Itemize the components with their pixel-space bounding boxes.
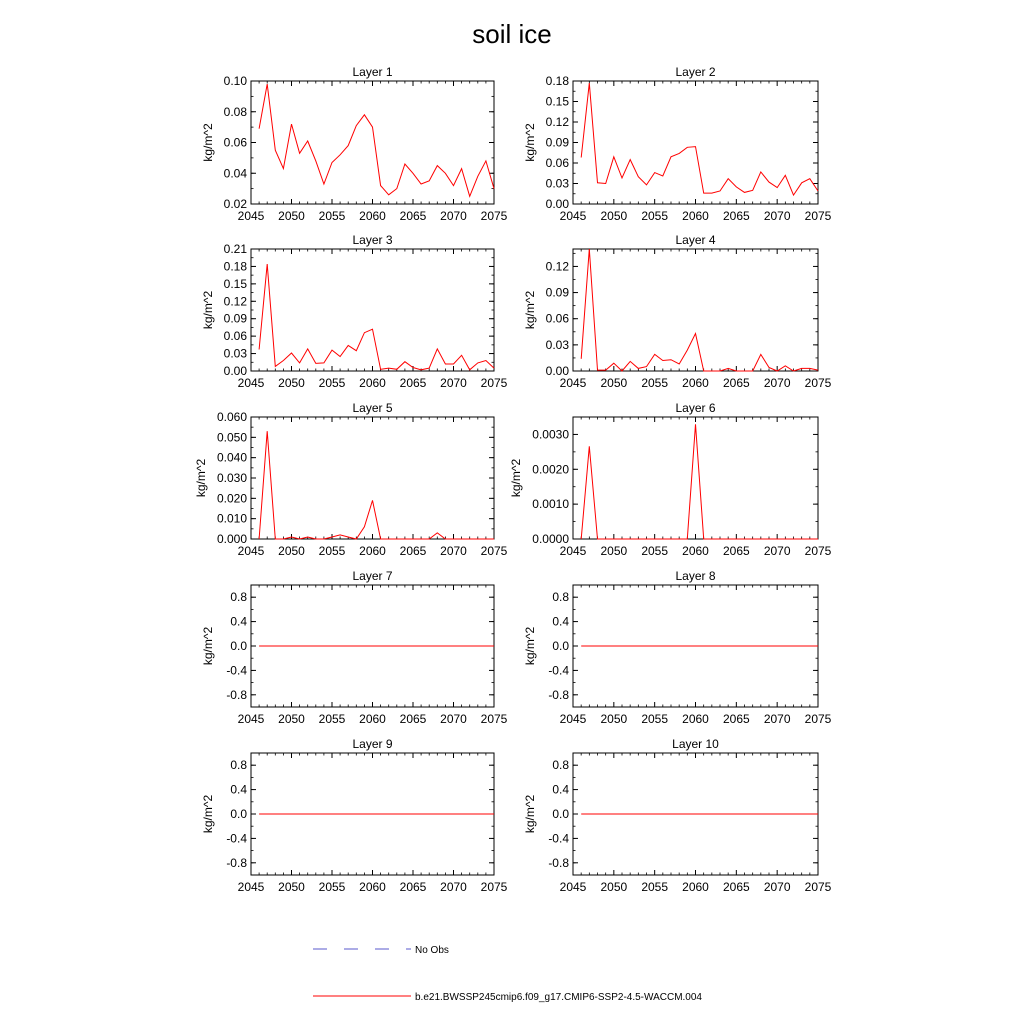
y-axis-label: kg/m^2 [200, 626, 215, 666]
x-tick-label: 2045 [559, 376, 587, 390]
y-tick-label: 0.060 [216, 410, 247, 424]
y-tick-label: 0.09 [223, 311, 247, 326]
y-tick-label: 0.00 [545, 364, 569, 378]
series-line [259, 264, 494, 370]
x-tick-label: 2060 [359, 209, 386, 223]
x-tick-label: 2065 [722, 209, 750, 223]
y-tick-label: 0.4 [230, 782, 247, 797]
panel-layer-1 [201, 65, 508, 223]
y-tick-label: 0.4 [230, 614, 247, 629]
y-tick-label: 0.030 [216, 471, 247, 485]
y-tick-label: -0.4 [226, 663, 247, 678]
series-line [259, 431, 494, 539]
x-tick-label: 2050 [600, 880, 628, 894]
y-tick-label: -0.8 [226, 855, 247, 870]
x-tick-label: 2075 [804, 376, 832, 390]
y-tick-label: 0.12 [545, 259, 569, 274]
y-tick-label: 0.04 [223, 166, 247, 181]
y-tick-label: 0.15 [545, 94, 569, 109]
x-tick-label: 2075 [804, 880, 832, 894]
x-tick-label: 2055 [641, 209, 669, 223]
x-tick-label: 2045 [559, 880, 587, 894]
y-axis-label: kg/m^2 [522, 794, 537, 834]
x-tick-label: 2065 [399, 209, 427, 223]
y-tick-label: 0.18 [545, 74, 569, 88]
x-tick-label: 2070 [440, 544, 467, 558]
y-tick-label: 0.8 [230, 590, 247, 605]
y-tick-label: 0.09 [545, 135, 569, 150]
x-tick-label: 2045 [559, 712, 587, 726]
y-tick-label: 0.040 [216, 450, 247, 465]
x-tick-label: 2070 [440, 712, 467, 726]
x-tick-label: 2055 [641, 712, 669, 726]
y-tick-label: -0.8 [548, 855, 569, 870]
y-tick-label: 0.03 [545, 337, 569, 352]
x-tick-label: 2060 [682, 712, 709, 726]
series-line [259, 84, 494, 196]
legend-model-label: b.e21.BWSSP245cmip6.f09_g17.CMIP6-SSP2-4.5-WACCM.004 [415, 992, 702, 1003]
x-tick-label: 2045 [559, 544, 587, 558]
x-tick-label: 2060 [682, 544, 709, 558]
y-tick-label: 0.0020 [532, 462, 569, 477]
y-tick-label: 0.010 [216, 511, 247, 526]
y-tick-label: 0.06 [223, 329, 247, 344]
panel-title: Layer 4 [675, 233, 716, 247]
x-tick-label: 2050 [600, 376, 628, 390]
y-tick-label: 0.0 [552, 807, 569, 821]
panel-title: Layer 10 [672, 737, 719, 751]
panel-title: Layer 1 [352, 65, 393, 79]
panel-title: Layer 7 [352, 569, 393, 583]
x-tick-label: 2070 [440, 880, 467, 894]
y-tick-label: 0.0000 [532, 532, 569, 546]
y-tick-label: 0.000 [216, 532, 247, 546]
panel-layer-5 [194, 401, 508, 558]
y-tick-label: -0.8 [226, 687, 247, 702]
y-tick-label: -0.8 [548, 687, 569, 702]
x-tick-label: 2055 [641, 544, 669, 558]
legend-obs-label: No Obs [415, 945, 449, 956]
y-tick-label: 0.03 [545, 176, 569, 191]
x-tick-label: 2065 [399, 880, 427, 894]
panel-title: Layer 9 [352, 737, 393, 751]
x-tick-label: 2070 [440, 209, 467, 223]
y-tick-label: -0.4 [226, 831, 247, 846]
y-axis-label: kg/m^2 [522, 123, 537, 162]
x-tick-label: 2055 [318, 544, 346, 558]
y-axis-label: kg/m^2 [509, 458, 524, 498]
panels [194, 65, 832, 894]
x-tick-label: 2060 [359, 712, 386, 726]
x-tick-label: 2050 [278, 209, 305, 223]
panel-layer-10 [523, 737, 832, 894]
x-tick-label: 2065 [722, 544, 750, 558]
x-tick-label: 2075 [480, 209, 508, 223]
y-tick-label: 0.0030 [532, 427, 569, 442]
panel-title: Layer 6 [675, 401, 716, 415]
x-tick-label: 2075 [804, 544, 832, 558]
x-tick-label: 2055 [318, 712, 346, 726]
y-axis-label: kg/m^2 [522, 290, 537, 330]
x-tick-label: 2050 [600, 209, 628, 223]
plot-frame [251, 417, 494, 539]
x-tick-label: 2075 [480, 544, 508, 558]
x-tick-label: 2075 [804, 712, 832, 726]
x-tick-label: 2070 [763, 880, 791, 894]
figure-title: soil ice [472, 19, 552, 49]
y-tick-label: 0.4 [552, 614, 569, 629]
x-tick-label: 2050 [600, 712, 628, 726]
x-tick-label: 2050 [278, 376, 305, 390]
y-tick-label: 0.15 [223, 276, 247, 291]
x-tick-label: 2060 [682, 209, 709, 223]
y-tick-label: 0.00 [545, 197, 569, 211]
y-tick-label: -0.4 [548, 831, 569, 846]
series-line [581, 424, 818, 539]
x-tick-label: 2050 [278, 712, 305, 726]
y-tick-label: 0.09 [545, 285, 569, 300]
y-tick-label: 0.8 [552, 758, 569, 773]
y-tick-label: -0.4 [548, 663, 569, 678]
series-line [581, 249, 818, 371]
x-tick-label: 2070 [763, 544, 791, 558]
y-tick-label: 0.0 [230, 807, 247, 821]
y-tick-label: 0.0 [230, 639, 247, 653]
x-tick-label: 2060 [359, 880, 386, 894]
panel-layer-2 [523, 65, 832, 223]
y-tick-label: 0.02 [223, 197, 247, 211]
panel-layer-9 [201, 737, 508, 894]
panel-layer-6 [509, 401, 831, 558]
x-tick-label: 2075 [480, 712, 508, 726]
y-axis-label: kg/m^2 [522, 626, 537, 666]
x-tick-label: 2065 [722, 376, 750, 390]
x-tick-label: 2070 [440, 376, 467, 390]
x-tick-label: 2055 [641, 376, 669, 390]
y-tick-label: 0.03 [223, 346, 247, 361]
plot-frame [251, 249, 494, 371]
plot-frame [573, 417, 818, 539]
panel-title: Layer 8 [675, 569, 716, 583]
x-tick-label: 2055 [641, 880, 669, 894]
x-tick-label: 2075 [480, 880, 508, 894]
x-tick-label: 2045 [237, 880, 265, 894]
y-tick-label: 0.12 [223, 294, 247, 309]
x-tick-label: 2045 [237, 544, 265, 558]
panel-layer-7 [201, 569, 508, 726]
y-tick-label: 0.08 [223, 104, 247, 119]
x-tick-label: 2070 [763, 209, 791, 223]
plot-frame [573, 81, 818, 204]
y-tick-label: 0.06 [545, 156, 569, 170]
x-tick-label: 2060 [359, 376, 386, 390]
x-tick-label: 2060 [682, 376, 709, 390]
plot-frame [573, 249, 818, 371]
x-tick-label: 2065 [399, 544, 427, 558]
panel-layer-4 [523, 233, 832, 390]
y-tick-label: 0.18 [223, 259, 247, 274]
panel-title: Layer 2 [675, 65, 716, 79]
x-tick-label: 2060 [359, 544, 386, 558]
y-tick-label: 0.21 [223, 242, 247, 256]
x-tick-label: 2055 [318, 209, 346, 223]
x-tick-label: 2070 [763, 376, 791, 390]
panel-title: Layer 3 [352, 233, 393, 247]
y-axis-label: kg/m^2 [200, 290, 215, 330]
x-tick-label: 2065 [722, 880, 750, 894]
y-tick-label: 0.020 [216, 491, 247, 506]
x-tick-label: 2065 [399, 376, 427, 390]
x-tick-label: 2050 [278, 544, 305, 558]
plot-frame [251, 81, 494, 204]
y-tick-label: 0.8 [552, 590, 569, 605]
y-tick-label: 0.00 [223, 364, 247, 378]
x-tick-label: 2045 [559, 209, 587, 223]
y-tick-label: 0.4 [552, 782, 569, 797]
y-axis-label: kg/m^2 [200, 123, 215, 162]
x-tick-label: 2070 [763, 712, 791, 726]
x-tick-label: 2075 [480, 376, 508, 390]
x-tick-label: 2050 [278, 880, 305, 894]
x-tick-label: 2065 [722, 712, 750, 726]
x-tick-label: 2045 [237, 209, 265, 223]
y-tick-label: 0.06 [545, 311, 569, 326]
y-tick-label: 0.06 [223, 135, 247, 150]
y-axis-label: kg/m^2 [194, 458, 208, 498]
y-tick-label: 0.12 [545, 115, 569, 129]
y-tick-label: 0.8 [230, 758, 247, 773]
x-tick-label: 2075 [804, 209, 832, 223]
series-line [581, 83, 818, 195]
y-tick-label: 0.0010 [532, 497, 569, 512]
legend [313, 945, 702, 1003]
x-tick-label: 2065 [399, 712, 427, 726]
x-tick-label: 2055 [318, 376, 346, 390]
panel-title: Layer 5 [352, 401, 393, 415]
y-tick-label: 0.050 [216, 430, 247, 445]
x-tick-label: 2055 [318, 880, 346, 894]
y-axis-label: kg/m^2 [200, 794, 215, 834]
x-tick-label: 2045 [237, 376, 265, 390]
panel-layer-3 [201, 233, 508, 390]
x-tick-label: 2050 [600, 544, 628, 558]
panel-layer-8 [523, 569, 832, 726]
x-tick-label: 2045 [237, 712, 265, 726]
y-tick-label: 0.10 [223, 74, 247, 88]
y-tick-label: 0.0 [552, 639, 569, 653]
x-tick-label: 2060 [682, 880, 709, 894]
